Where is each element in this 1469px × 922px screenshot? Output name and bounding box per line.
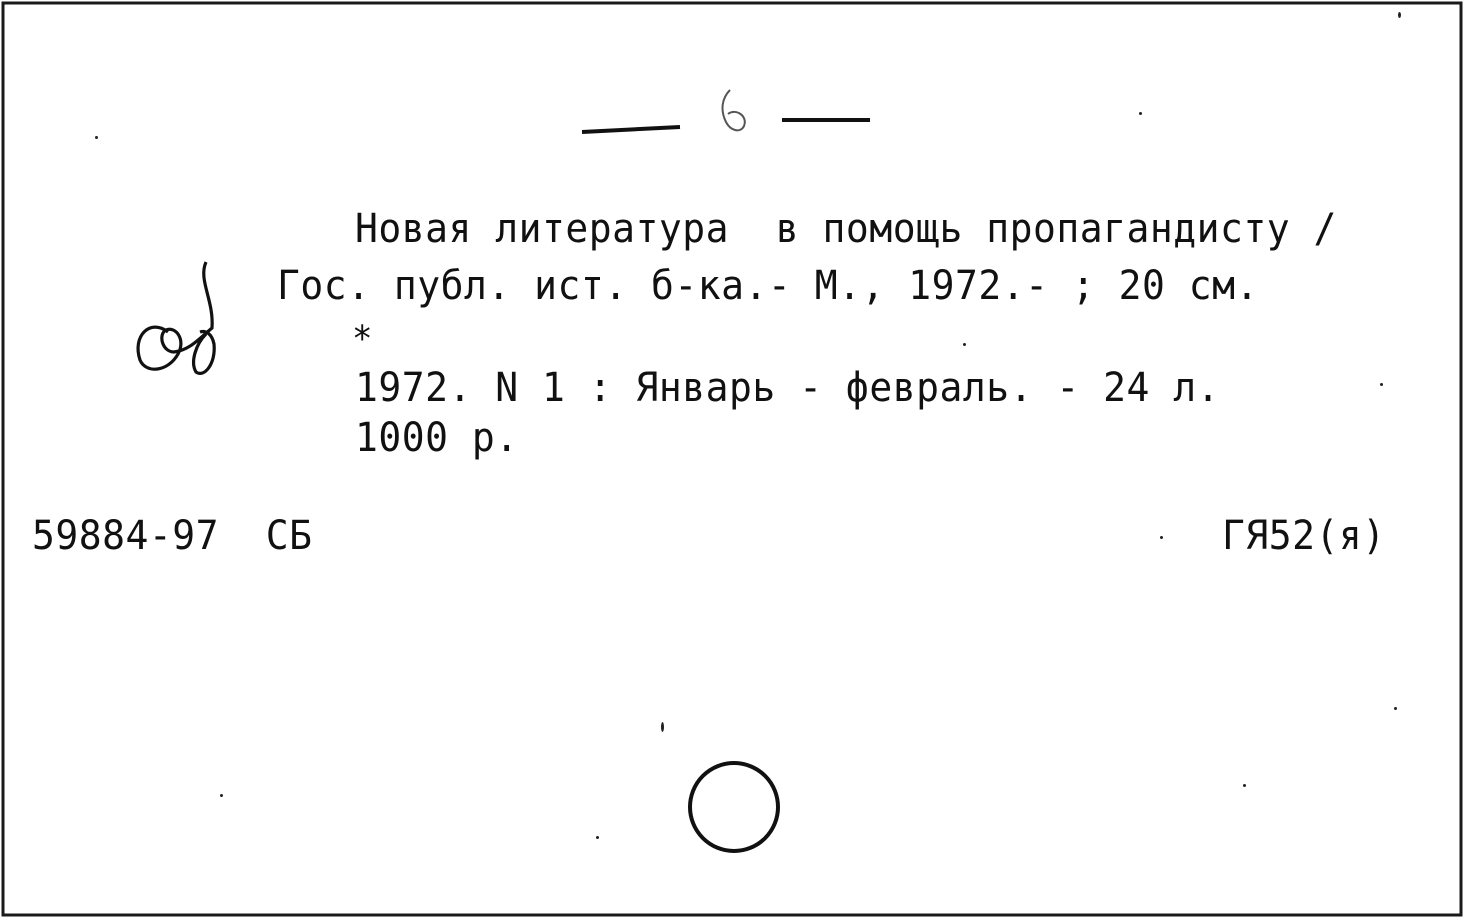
title-line-2: Гос. публ. ист. б-ка.- М., 1972.- ; 20 см. — [277, 262, 1259, 309]
handwritten-sb-mark — [138, 262, 214, 373]
speck — [963, 343, 966, 346]
speck — [1398, 12, 1401, 18]
shelf-mark: ГЯ52(я) — [1222, 512, 1386, 559]
speck — [596, 836, 599, 839]
accession-number: 59884-97 СБ — [32, 512, 313, 559]
speck — [1139, 112, 1142, 115]
asterisk-mark: * — [352, 318, 373, 361]
title-line-1: Новая литература в помощь пропагандисту / — [355, 205, 1337, 252]
speck — [1160, 536, 1163, 539]
speck — [1243, 784, 1246, 787]
handwritten-page-number — [723, 0, 882, 130]
punch-hole — [690, 763, 778, 851]
price-line: 1000 р. — [355, 414, 519, 461]
speck — [661, 722, 664, 732]
speck — [95, 136, 98, 139]
speck — [1380, 383, 1383, 386]
speck — [220, 794, 223, 797]
header-dash-left — [582, 127, 680, 132]
issue-line: 1972. N 1 : Январь - февраль. - 24 л. — [355, 364, 1220, 411]
speck — [1394, 707, 1397, 710]
